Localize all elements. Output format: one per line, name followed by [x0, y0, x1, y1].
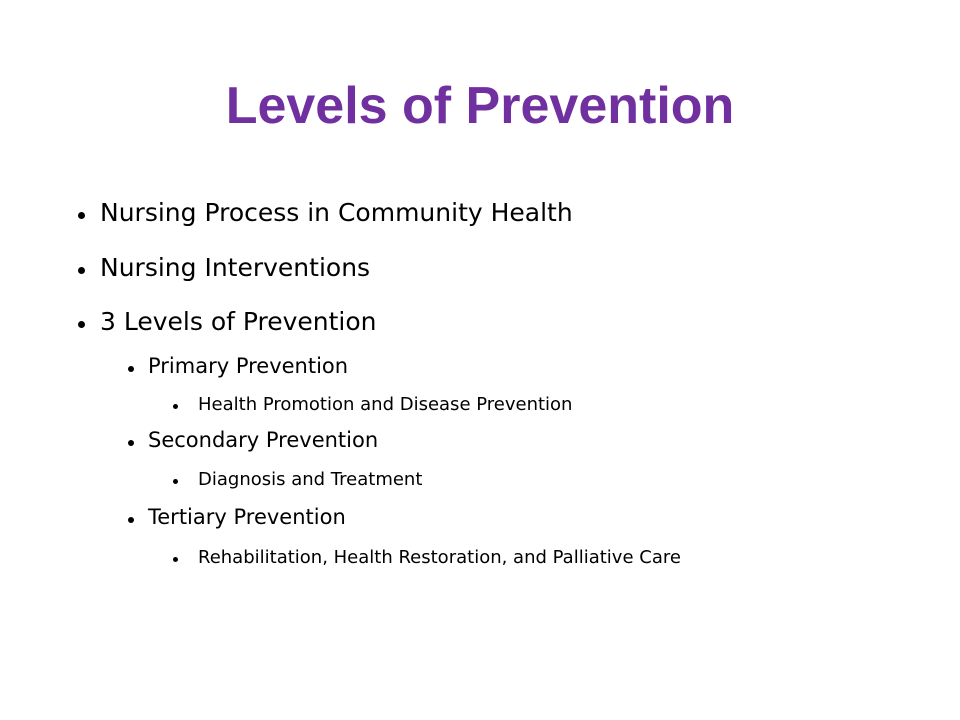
- sub-bullet-primary-prevention: [148, 354, 348, 378]
- sub-bullet-text: Primary Prevention: [148, 354, 349, 378]
- bullet-dot-icon: [173, 404, 178, 409]
- detail-bullet-text: Health Promotion and Disease Prevention: [198, 394, 573, 415]
- bullet-dot-icon: [78, 321, 85, 328]
- slide-title: Levels of Prevention: [225, 77, 735, 135]
- bullet-dot-icon: [173, 557, 178, 562]
- detail-bullet-text: Diagnosis and Treatment: [198, 469, 423, 490]
- bullet-dot-icon: [128, 440, 134, 446]
- bullet-dot-icon: [128, 366, 134, 372]
- bullet-item-nursing-interventions: [100, 253, 370, 282]
- bullet-text: 3 Levels of Prevention: [100, 307, 377, 336]
- sub-bullet-secondary-prevention: [148, 428, 378, 452]
- detail-bullet-primary: [198, 394, 572, 415]
- bullet-text: Nursing Process in Community Health: [100, 198, 573, 227]
- bullet-item-levels-of-prevention: [100, 307, 377, 336]
- bullet-dot-icon: [78, 267, 85, 274]
- detail-bullet-secondary: [198, 469, 422, 490]
- sub-bullet-text: Secondary Prevention: [148, 428, 379, 452]
- bullet-dot-icon: [173, 479, 178, 484]
- bullet-item-nursing-process: [100, 198, 573, 227]
- detail-bullet-text: Rehabilitation, Health Restoration, and Palliative Care: [198, 547, 681, 568]
- bullet-dot-icon: [78, 212, 85, 219]
- sub-bullet-tertiary-prevention: [148, 505, 346, 529]
- bullet-text: Nursing Interventions: [100, 253, 371, 282]
- detail-bullet-tertiary: [198, 547, 681, 568]
- bullet-dot-icon: [128, 517, 134, 523]
- sub-bullet-text: Tertiary Prevention: [148, 505, 346, 529]
